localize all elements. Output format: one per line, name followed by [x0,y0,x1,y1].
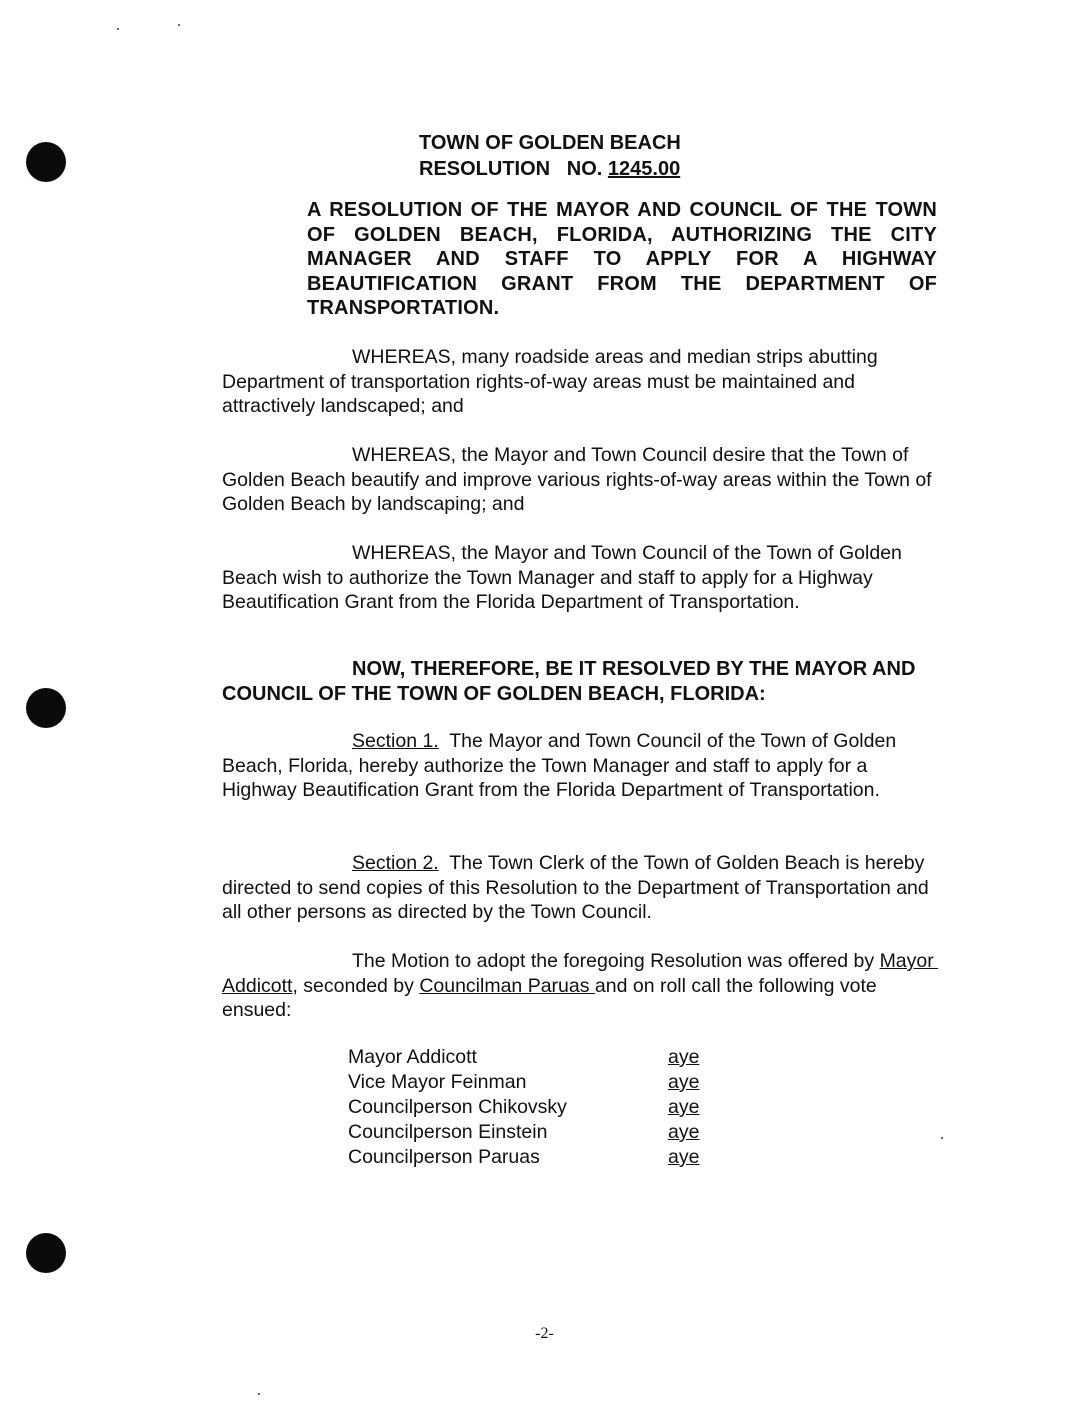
resolved-clause [222,657,922,706]
header-town: TOWN OF GOLDEN BEACH [419,132,681,154]
punch-hole-bottom [26,1233,66,1273]
vote-value: aye [668,1146,700,1168]
resolution-title: A RESOLUTION OF THE MAYOR AND COUNCIL OF THE TOWN OF GOLDEN BEACH, FLORIDA, AUTHORIZING THE CITY MANAGER AND STAFF TO APPLY FOR A HIGHWAY BEAUTIFICATION GRANT FROM THE DEPARTMENT OF TRANSPORTATION. [307,199,937,319]
vote-row [348,1145,699,1170]
resolution-number: 1245.00 [607,158,681,180]
scan-speck [117,28,119,30]
roll-call-votes [348,1045,699,1170]
section-1-paragraph [222,729,937,803]
motion-mover: Mayor Addicott, [222,950,939,997]
scan-speck [941,1137,943,1139]
punch-hole-top [26,142,66,182]
section-1-text: The Mayor and Town Council of the Town of Golden Beach, Florida, hereby authorize the Town Manager and staff to apply for a Highway Beautification Grant from the Florida Department of Transportation. [222,730,902,801]
whereas-paragraph-1 [222,345,937,419]
voter-name: Mayor Addicott [348,1046,477,1068]
voter-name: Councilperson Einstein [348,1121,548,1143]
section-2-label: Section 2. [352,852,439,874]
header-resolution [419,156,681,182]
vote-row [348,1095,699,1120]
motion-intro: The Motion to adopt the foregoing Resolution was offered by [352,950,880,972]
vote-row [348,1045,699,1070]
motion-end: and on roll call the following vote ensued: [222,974,883,1021]
motion-seconder: Councilman Paruas [419,974,595,997]
resolved-text: NOW, THEREFORE, BE IT RESOLVED BY THE MAYOR AND COUNCIL OF THE TOWN OF GOLDEN BEACH, FLORIDA: [222,658,916,705]
whereas-paragraph-2 [222,443,937,517]
voter-name: Councilperson Paruas [348,1146,540,1168]
vote-row [348,1120,699,1145]
voter-name: Vice Mayor Feinman [348,1071,527,1093]
whereas-text-1: WHEREAS, many roadside areas and median strips abutting Department of transportation rights-of-way areas must be maintained and attractively landscaped; and [222,346,878,417]
resolution-label: RESOLUTION NO. [419,158,608,180]
section-2-paragraph [222,851,937,925]
section-2-text: The Town Clerk of the Town of Golden Beach is hereby directed to send copies of this Resolution to the Department of Transportation and all other persons as directed by the Town Council. [222,852,935,923]
scan-speck [178,24,180,26]
motion-middle: seconded by [297,974,420,997]
page-number: -2- [535,1325,554,1342]
scan-speck [258,1393,260,1395]
whereas-text-2: WHEREAS, the Mayor and Town Council desire that the Town of Golden Beach beautify and improve various rights-of-way areas within the Town of Golden Beach by landscaping; and [222,444,932,515]
section-1-label: Section 1. [352,730,439,752]
whereas-text-3: WHEREAS, the Mayor and Town Council of the Town of Golden Beach wish to authorize the Town Manager and staff to apply for a Highway Beautification Grant from the Florida Department of Transportation. [222,542,902,613]
punch-hole-middle [26,688,66,728]
vote-row [348,1070,699,1095]
vote-value: aye [668,1046,700,1068]
vote-value: aye [668,1121,700,1143]
vote-value: aye [668,1096,700,1118]
voter-name: Councilperson Chikovsky [348,1096,567,1118]
motion-paragraph [222,949,937,1023]
whereas-paragraph-3 [222,541,937,615]
vote-value: aye [668,1071,700,1093]
document-header [419,130,681,182]
